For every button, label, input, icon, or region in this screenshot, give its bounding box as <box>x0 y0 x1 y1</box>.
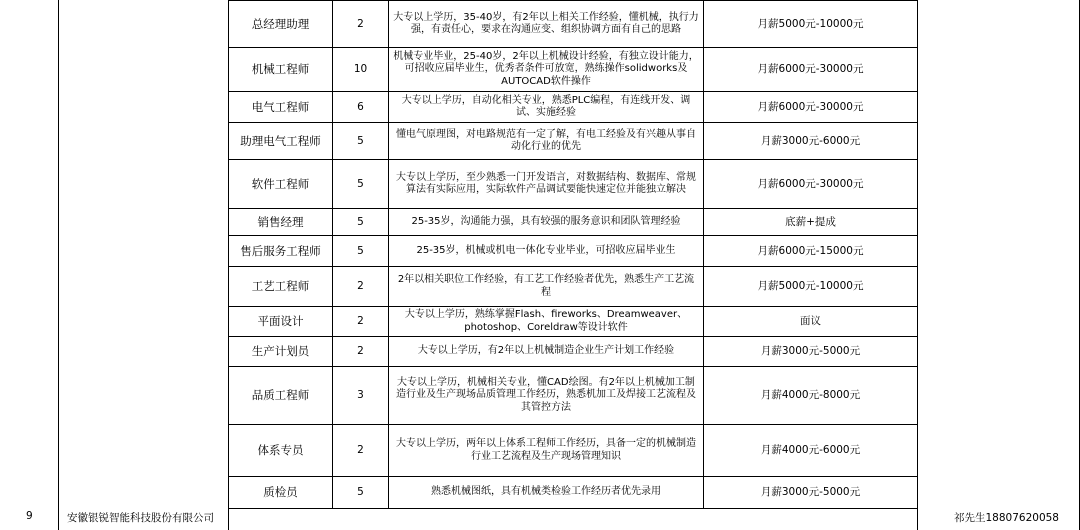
job-position: 总经理助理 <box>229 1 333 48</box>
job-count: 6 <box>333 92 389 123</box>
job-count: 2 <box>333 267 389 307</box>
table-row <box>229 48 918 92</box>
job-requirement: 大专以上学历，机械相关专业，懂CAD绘图。有2年以上机械加工制造行业及生产现场品质管理工作经历，熟悉机加工及焊接工艺流程及其管控方法 <box>389 367 704 425</box>
job-position: 电气工程师 <box>229 92 333 123</box>
company-name: 安徽银锐智能科技股份有限公司 <box>67 512 214 524</box>
job-salary: 月薪3000元-6000元 <box>704 123 918 160</box>
table-row <box>229 236 918 267</box>
job-salary: 月薪6000元-30000元 <box>704 48 918 92</box>
job-count: 5 <box>333 236 389 267</box>
job-table <box>228 0 918 509</box>
job-requirement: 懂电气原理图，对电路规范有一定了解，有电工经验及有兴趣从事自动化行业的优先 <box>389 123 704 160</box>
job-position: 助理电气工程师 <box>229 123 333 160</box>
job-requirement: 熟悉机械图纸，具有机械类检验工作经历者优先录用 <box>389 477 704 509</box>
job-requirement: 25-35岁，机械或机电一体化专业毕业，可招收应届毕业生 <box>389 236 704 267</box>
job-salary: 月薪5000元-10000元 <box>704 267 918 307</box>
job-salary: 月薪3000元-5000元 <box>704 337 918 367</box>
job-salary: 月薪3000元-5000元 <box>704 477 918 509</box>
job-salary: 面议 <box>704 307 918 337</box>
job-requirement: 大专以上学历，熟练掌握Flash、fireworks、Dreamweaver、photoshop、Coreldraw等设计软件 <box>389 307 704 337</box>
job-salary: 月薪4000元-6000元 <box>704 425 918 477</box>
job-salary: 月薪5000元-10000元 <box>704 1 918 48</box>
job-count: 2 <box>333 337 389 367</box>
job-requirement: 大专以上学历，至少熟悉一门开发语言，对数据结构、数据库、常规算法有实际应用，实际软件产品调试要能快速定位并能独立解决 <box>389 160 704 209</box>
job-count: 5 <box>333 477 389 509</box>
job-position: 生产计划员 <box>229 337 333 367</box>
job-salary: 月薪6000元-30000元 <box>704 92 918 123</box>
job-position: 工艺工程师 <box>229 267 333 307</box>
job-salary: 月薪6000元-15000元 <box>704 236 918 267</box>
job-count: 10 <box>333 48 389 92</box>
job-table-body <box>229 1 918 509</box>
job-position: 体系专员 <box>229 425 333 477</box>
job-position: 质检员 <box>229 477 333 509</box>
job-requirement: 25-35岁，沟通能力强，具有较强的服务意识和团队管理经验 <box>389 209 704 236</box>
job-requirement: 大专以上学历，有2年以上机械制造企业生产计划工作经验 <box>389 337 704 367</box>
row-number: 9 <box>26 510 33 522</box>
job-position: 软件工程师 <box>229 160 333 209</box>
job-requirement: 机械专业毕业，25-40岁，2年以上机械设计经验，有独立设计能力，可招收应届毕业生，优秀者条件可放宽，熟练操作solidworks及AUTOCAD软件操作 <box>389 48 704 92</box>
job-position: 销售经理 <box>229 209 333 236</box>
table-row <box>229 267 918 307</box>
job-requirement: 大专以上学历，35-40岁，有2年以上相关工作经验，懂机械，执行力强，有责任心，要求在沟通应变、组织协调方面有自己的思路 <box>389 1 704 48</box>
table-row <box>229 307 918 337</box>
job-requirement: 大专以上学历，两年以上体系工程师工作经历，具备一定的机械制造行业工艺流程及生产现场管理知识 <box>389 425 704 477</box>
job-salary: 底薪+提成 <box>704 209 918 236</box>
job-count: 2 <box>333 307 389 337</box>
job-position: 平面设计 <box>229 307 333 337</box>
table-row <box>229 92 918 123</box>
job-salary: 月薪4000元-8000元 <box>704 367 918 425</box>
table-row <box>229 1 918 48</box>
job-position: 售后服务工程师 <box>229 236 333 267</box>
job-count: 5 <box>333 209 389 236</box>
table-row <box>229 123 918 160</box>
column-divider-1 <box>58 0 59 530</box>
table-row <box>229 209 918 236</box>
job-position: 品质工程师 <box>229 367 333 425</box>
table-row <box>229 477 918 509</box>
job-requirement: 大专以上学历，自动化相关专业，熟悉PLC编程，有连线开发、调试、实施经验 <box>389 92 704 123</box>
job-count: 2 <box>333 425 389 477</box>
job-salary: 月薪6000元-30000元 <box>704 160 918 209</box>
job-position: 机械工程师 <box>229 48 333 92</box>
job-count: 5 <box>333 160 389 209</box>
job-count: 3 <box>333 367 389 425</box>
job-count: 2 <box>333 1 389 48</box>
contact-info: 祁先生18807620058 <box>954 512 1059 524</box>
table-row <box>229 160 918 209</box>
job-count: 5 <box>333 123 389 160</box>
table-row <box>229 425 918 477</box>
job-requirement: 2年以相关职位工作经验，有工艺工作经验者优先，熟悉生产工艺流程 <box>389 267 704 307</box>
table-row <box>229 337 918 367</box>
table-row <box>229 367 918 425</box>
